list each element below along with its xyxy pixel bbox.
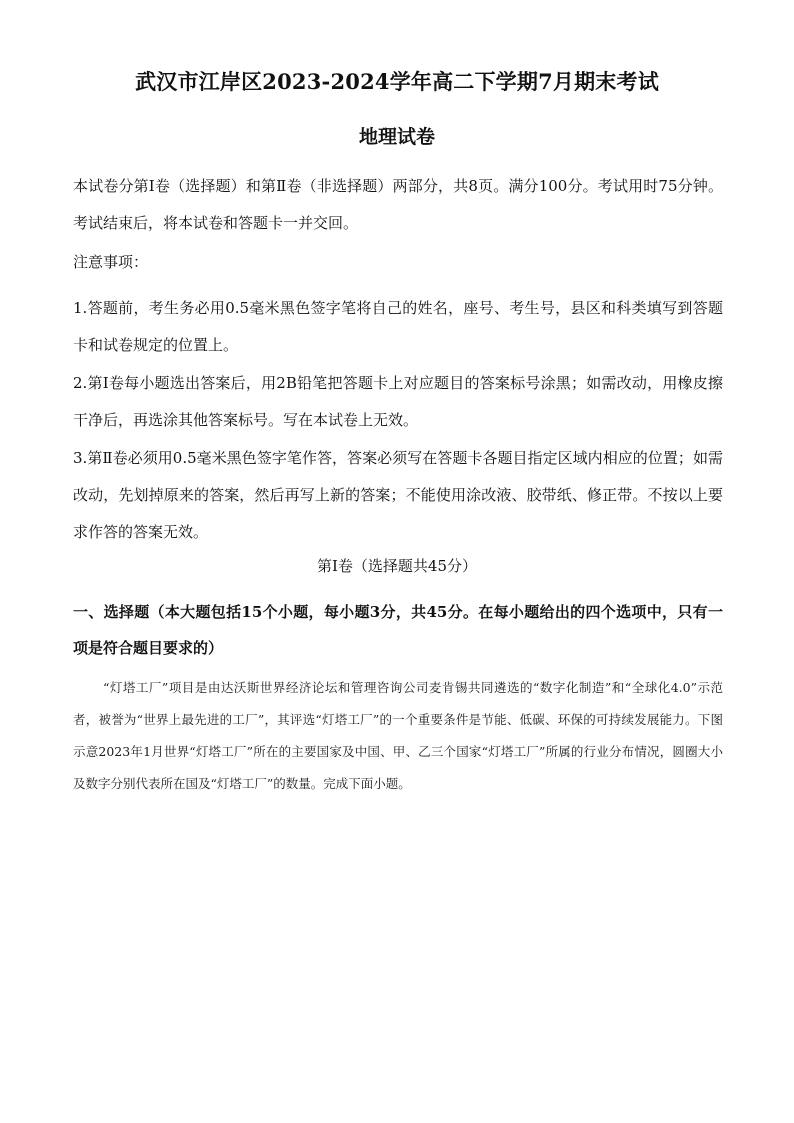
- exam-subtitle: 地理试卷: [358, 126, 435, 148]
- section-title: 第Ⅰ卷（选择题共45分）: [316, 557, 477, 575]
- notice-heading: 注意事项：: [73, 253, 149, 271]
- question-passage: “灯塔工厂”项目是由达沃斯世界经济论坛和管理咨询公司麦肯锡共同遴选的“数字化制造”和“全球化4.0”示范者，被誉为“世界上最先进的工厂”，其评选“灯塔工厂”的一个重要条件是节能、低碳、环保的可持续发展能力。下图示意2023年1月世界“灯塔工厂”所在的主要国家及中国、甲、乙三个国家“灯塔工厂”所属的行业分布情况，圆圈大小及数字分别代表所在国及“灯塔工厂”的数量。完成下面小题。: [73, 680, 723, 791]
- exam-intro: 本试卷分第Ⅰ卷（选择题）和第Ⅱ卷（非选择题）两部分，共8页。满分100分。考试用时75分钟。考试结束后，将本试卷和答题卡一并交回。: [73, 177, 723, 232]
- notice-item-1: 1.答题前，考生务必用0.5毫米黑色签字笔将自己的姓名，座号、考生号，县区和科类填写到答题卡和试卷规定的位置上。: [73, 299, 723, 354]
- notice-item-3: 3.第Ⅱ卷必须用0.5毫米黑色签字笔作答，答案必须写在答题卡各题目指定区域内相应的位置；如需改动，先划掉原来的答案，然后再写上新的答案；不能使用涂改液、胶带纸、修正带。不按以上要求作答的答案无效。: [73, 449, 723, 541]
- notice-item-2: 2.第Ⅰ卷每小题选出答案后，用2B铅笔把答题卡上对应题目的答案标号涂黑；如需改动，用橡皮擦干净后，再选涂其他答案标号。写在本试卷上无效。: [73, 374, 723, 429]
- exam-title: 武汉市江岸区2023-2024学年高二下学期7月期末考试: [135, 69, 659, 94]
- question-part-heading: 一、选择题（本大题包括15个小题，每小题3分，共45分。在每小题给出的四个选项中，只有一项是符合题目要求的）: [73, 603, 723, 657]
